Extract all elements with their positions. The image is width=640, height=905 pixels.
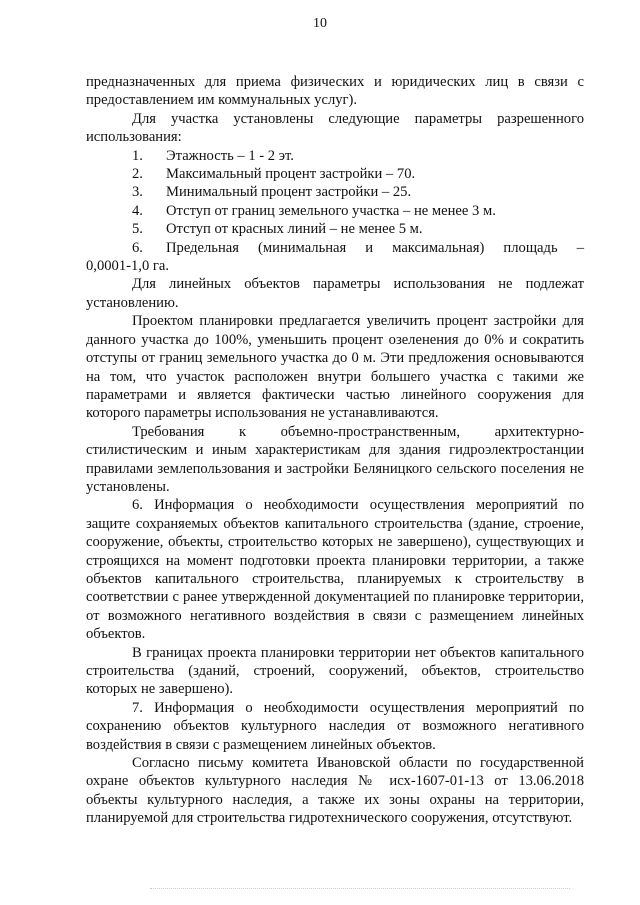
list-item-text: Этажность – 1 - 2 эт. [166,147,294,164]
document-body [86,73,584,828]
paragraph-9: Согласно письму комитета Ивановской области по государственной охране объектов культурного наследия № исх-1607-01-13 от 13.06.2018 объекты культурного наследия, а также их зоны охраны на территории, планируемой для строительства гидротехнического сооружения, отсутствуют. [86,755,584,827]
list-item-number: 1. [132,147,143,164]
list-item [86,239,584,257]
list-item-number: 5. [132,221,143,238]
list-item-text: Отступ от красных линий – не менее 5 м. [166,221,423,238]
section-6-heading: 6. Информация о необходимости осуществления мероприятий по защите сохраняемых объектов капитального строительства (здание, строение, сооружение, объекты, строительство которых не завершено), существующих и строящихся на момент подготовки проекта планировки территории, а также объектов капитального строительства, планируемых к строительству в соответствии с ранее утвержденной документацией по планировке территории, от возможного негативного воздействия в связи с размещением линейных объектов. [86,497,584,643]
list-item-text: Минимальный процент застройки – 25. [166,184,412,201]
paragraph-4: Проектом планировки предлагается увеличить процент застройки для данного участка до 100%, уменьшить процент озеленения до 0% и сократить отступы от границ земельного участка до 0 м. Эти предложения основываются на том, что участок расположен внутри большего участка с такими же параметрами и является фактически частью линейного сооружения для которого параметры использования не устанавливаются. [86,313,584,422]
list-item-number: 3. [132,184,143,201]
paragraph-3: Для линейных объектов параметры использования не подлежат установлению. [86,276,584,311]
list-item [86,165,584,183]
list-item-text: Отступ от границ земельного участка – не менее 3 м. [166,202,496,219]
list-item-text: Максимальный процент застройки – 70. [166,166,416,183]
list-item-number: 6. [132,239,143,256]
list-item [86,183,584,201]
section-7-heading: 7. Информация о необходимости осуществления мероприятий по сохранению объектов культурного наследия от возможного негативного воздействия в связи с размещением линейных объектов. [86,699,584,753]
paragraph-5: Требования к объемно-пространственным, архитектурно-стилистическим и иным характеристикам для здания гидроэлектростанции правилами землепользования и застройки Беляницкого сельского поселения не установлены. [86,423,584,495]
scan-artifact-line [150,888,570,892]
parameters-list [86,147,584,276]
paragraph-2: Для участка установлены следующие параметры разрешенного использования: [86,110,584,146]
list-item-continuation: 0,0001-1,0 га. [86,258,169,275]
list-item [86,202,584,220]
list-item-number: 2. [132,166,143,183]
paragraph-1: предназначенных для приема физических и юридических лиц в связи с предоставлением им коммунальных услуг). [86,74,584,109]
list-item [86,220,584,238]
paragraph-7: В границах проекта планировки территории нет объектов капитального строительства (зданий, строений, сооружений, объектов, строительство которых не завершено). [86,644,584,698]
list-item-number: 4. [132,202,143,219]
list-item [86,147,584,165]
page-number: 10 [313,16,327,31]
list-item-text: Предельная (минимальная и максимальная) площадь – [166,239,584,256]
